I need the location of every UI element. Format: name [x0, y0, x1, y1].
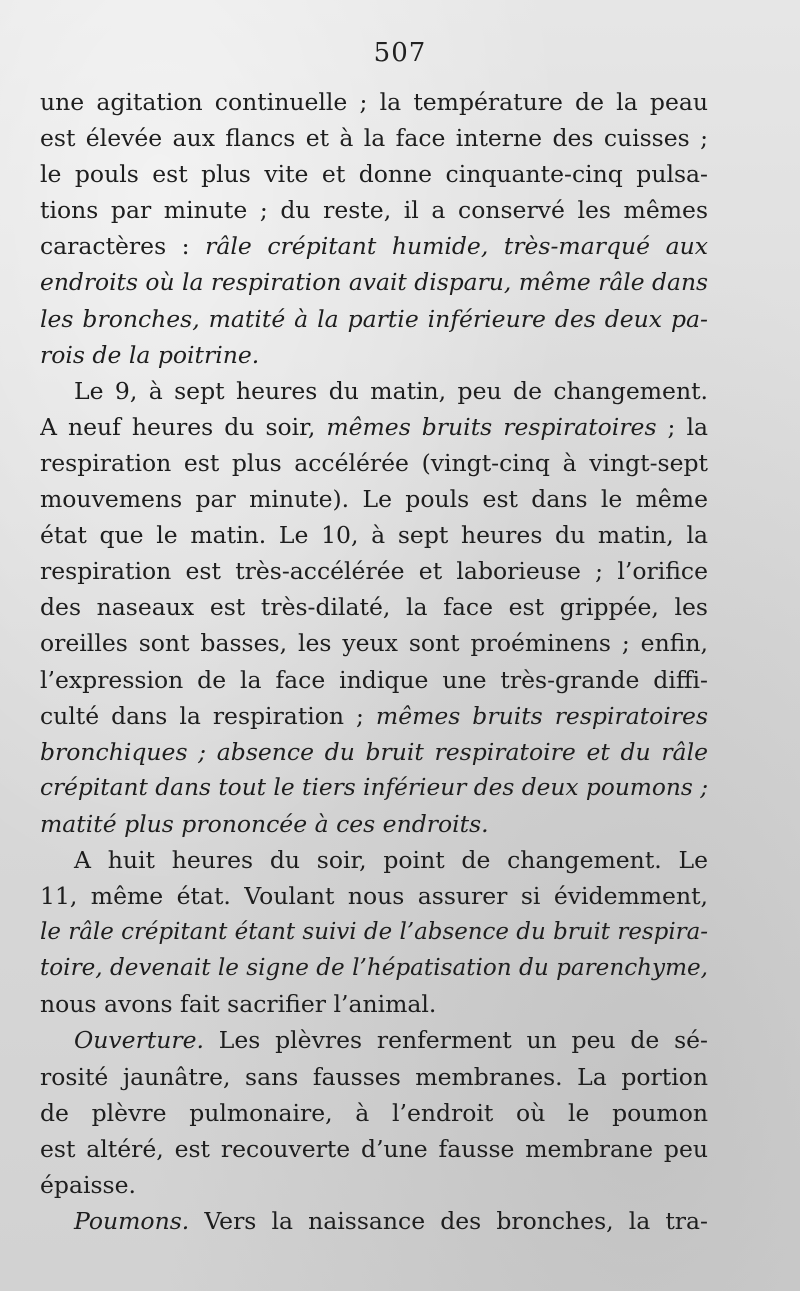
text-line — [40, 734, 708, 770]
text-line — [40, 337, 708, 373]
italic-text: Poumons. — [74, 1206, 190, 1235]
roman-text: est altéré, est recouverte d’une fausse membrane peu — [40, 1134, 708, 1163]
italic-text: rois de la poitrine. — [40, 340, 260, 369]
text-line — [40, 264, 708, 300]
text-line — [40, 156, 708, 192]
roman-text: le pouls est plus vite et donne cinquante-cinq pulsa- — [40, 160, 708, 189]
italic-text: les bronches, matité à la partie inférieure des deux pa- — [40, 304, 708, 333]
text-line — [40, 228, 708, 264]
roman-text: A huit heures du soir, point de changement. Le — [74, 845, 708, 874]
roman-text: est élevée aux flancs et à la face interne des cuisses ; — [40, 124, 708, 153]
text-line — [40, 625, 708, 661]
italic-text: mêmes bruits respiratoires — [375, 701, 708, 730]
roman-text: ; la — [656, 412, 708, 441]
roman-text: culté dans la respiration ; — [40, 701, 376, 730]
text-line — [40, 517, 708, 553]
italic-text: matité plus prononcée à ces endroits. — [40, 809, 489, 838]
roman-text: 11, même état. Voulant nous assurer si évidemment, — [40, 882, 708, 911]
roman-text: Le 9, à sept heures du matin, peu de changement. — [74, 376, 708, 405]
roman-text: mouvemens par minute). Le pouls est dans le même — [40, 485, 708, 514]
roman-text: nous avons fait sacrifier l’animal. — [40, 990, 437, 1019]
roman-text: Vers la naissance des bronches, la tra- — [189, 1206, 708, 1235]
text-line — [40, 481, 708, 517]
text-line — [40, 986, 708, 1022]
text-line — [40, 698, 708, 734]
roman-text: respiration est très-accélérée et laborieuse ; l’orifice — [40, 557, 708, 586]
text-line — [40, 373, 708, 409]
roman-text: oreilles sont basses, les yeux sont proéminens ; enfin, — [40, 629, 708, 658]
text-line — [40, 120, 708, 156]
italic-text: endroits où la respiration avait disparu, même râle dans — [40, 268, 708, 297]
page-number: 507 — [373, 38, 427, 68]
text-line — [40, 842, 708, 878]
roman-text: respiration est plus accélérée (vingt-cinq à vingt-sept — [40, 448, 708, 477]
italic-text: râle crépitant humide, très-marqué aux — [205, 232, 708, 261]
text-line — [40, 662, 708, 698]
italic-text: bronchiques ; absence du bruit respiratoire et du râle — [40, 737, 708, 766]
roman-text: rosité jaunâtre, sans fausses membranes. La portion — [40, 1062, 708, 1091]
body-text — [40, 84, 708, 1239]
roman-text: l’expression de la face indique une très-grande diffi- — [40, 665, 708, 694]
text-line — [40, 301, 708, 337]
text-line — [40, 914, 708, 950]
text-line — [40, 589, 708, 625]
text-line — [40, 84, 708, 120]
roman-text: une agitation continuelle ; la température de la peau — [40, 88, 708, 116]
roman-text: des naseaux est très-dilaté, la face est grippée, les — [40, 593, 708, 622]
italic-text: crépitant dans tout le tiers inférieur des deux poumons ; — [40, 773, 708, 801]
italic-text: Ouverture. — [74, 1026, 205, 1055]
roman-text: de plèvre pulmonaire, à l’endroit où le poumon — [40, 1098, 708, 1127]
roman-text: Les plèvres renferment un peu de sé- — [204, 1026, 708, 1055]
roman-text: état que le matin. Le 10, à sept heures du matin, la — [40, 521, 708, 550]
italic-text: toire, devenait le signe de l’hépatisation du parenchyme, — [40, 955, 708, 982]
roman-text: caractères : — [40, 232, 206, 261]
roman-text: épaisse. — [40, 1170, 136, 1199]
roman-text: tions par minute ; du reste, il a conservé les mêmes — [40, 196, 708, 225]
text-line — [40, 1203, 708, 1239]
text-line — [40, 1059, 708, 1095]
italic-text: le râle crépitant étant suivi de l’absence du bruit respira- — [40, 919, 708, 946]
text-line — [40, 1167, 708, 1203]
italic-text: mêmes bruits respiratoires — [326, 412, 657, 441]
text-line — [40, 1022, 708, 1058]
text-line — [40, 553, 708, 589]
text-line — [40, 878, 708, 914]
text-line — [40, 950, 708, 986]
text-line — [40, 1131, 708, 1167]
text-line — [40, 770, 708, 806]
text-line — [40, 445, 708, 481]
text-line — [40, 1095, 708, 1131]
text-line — [40, 806, 708, 842]
roman-text: A neuf heures du soir, — [40, 412, 327, 441]
text-line — [40, 409, 708, 445]
text-line — [40, 192, 708, 228]
